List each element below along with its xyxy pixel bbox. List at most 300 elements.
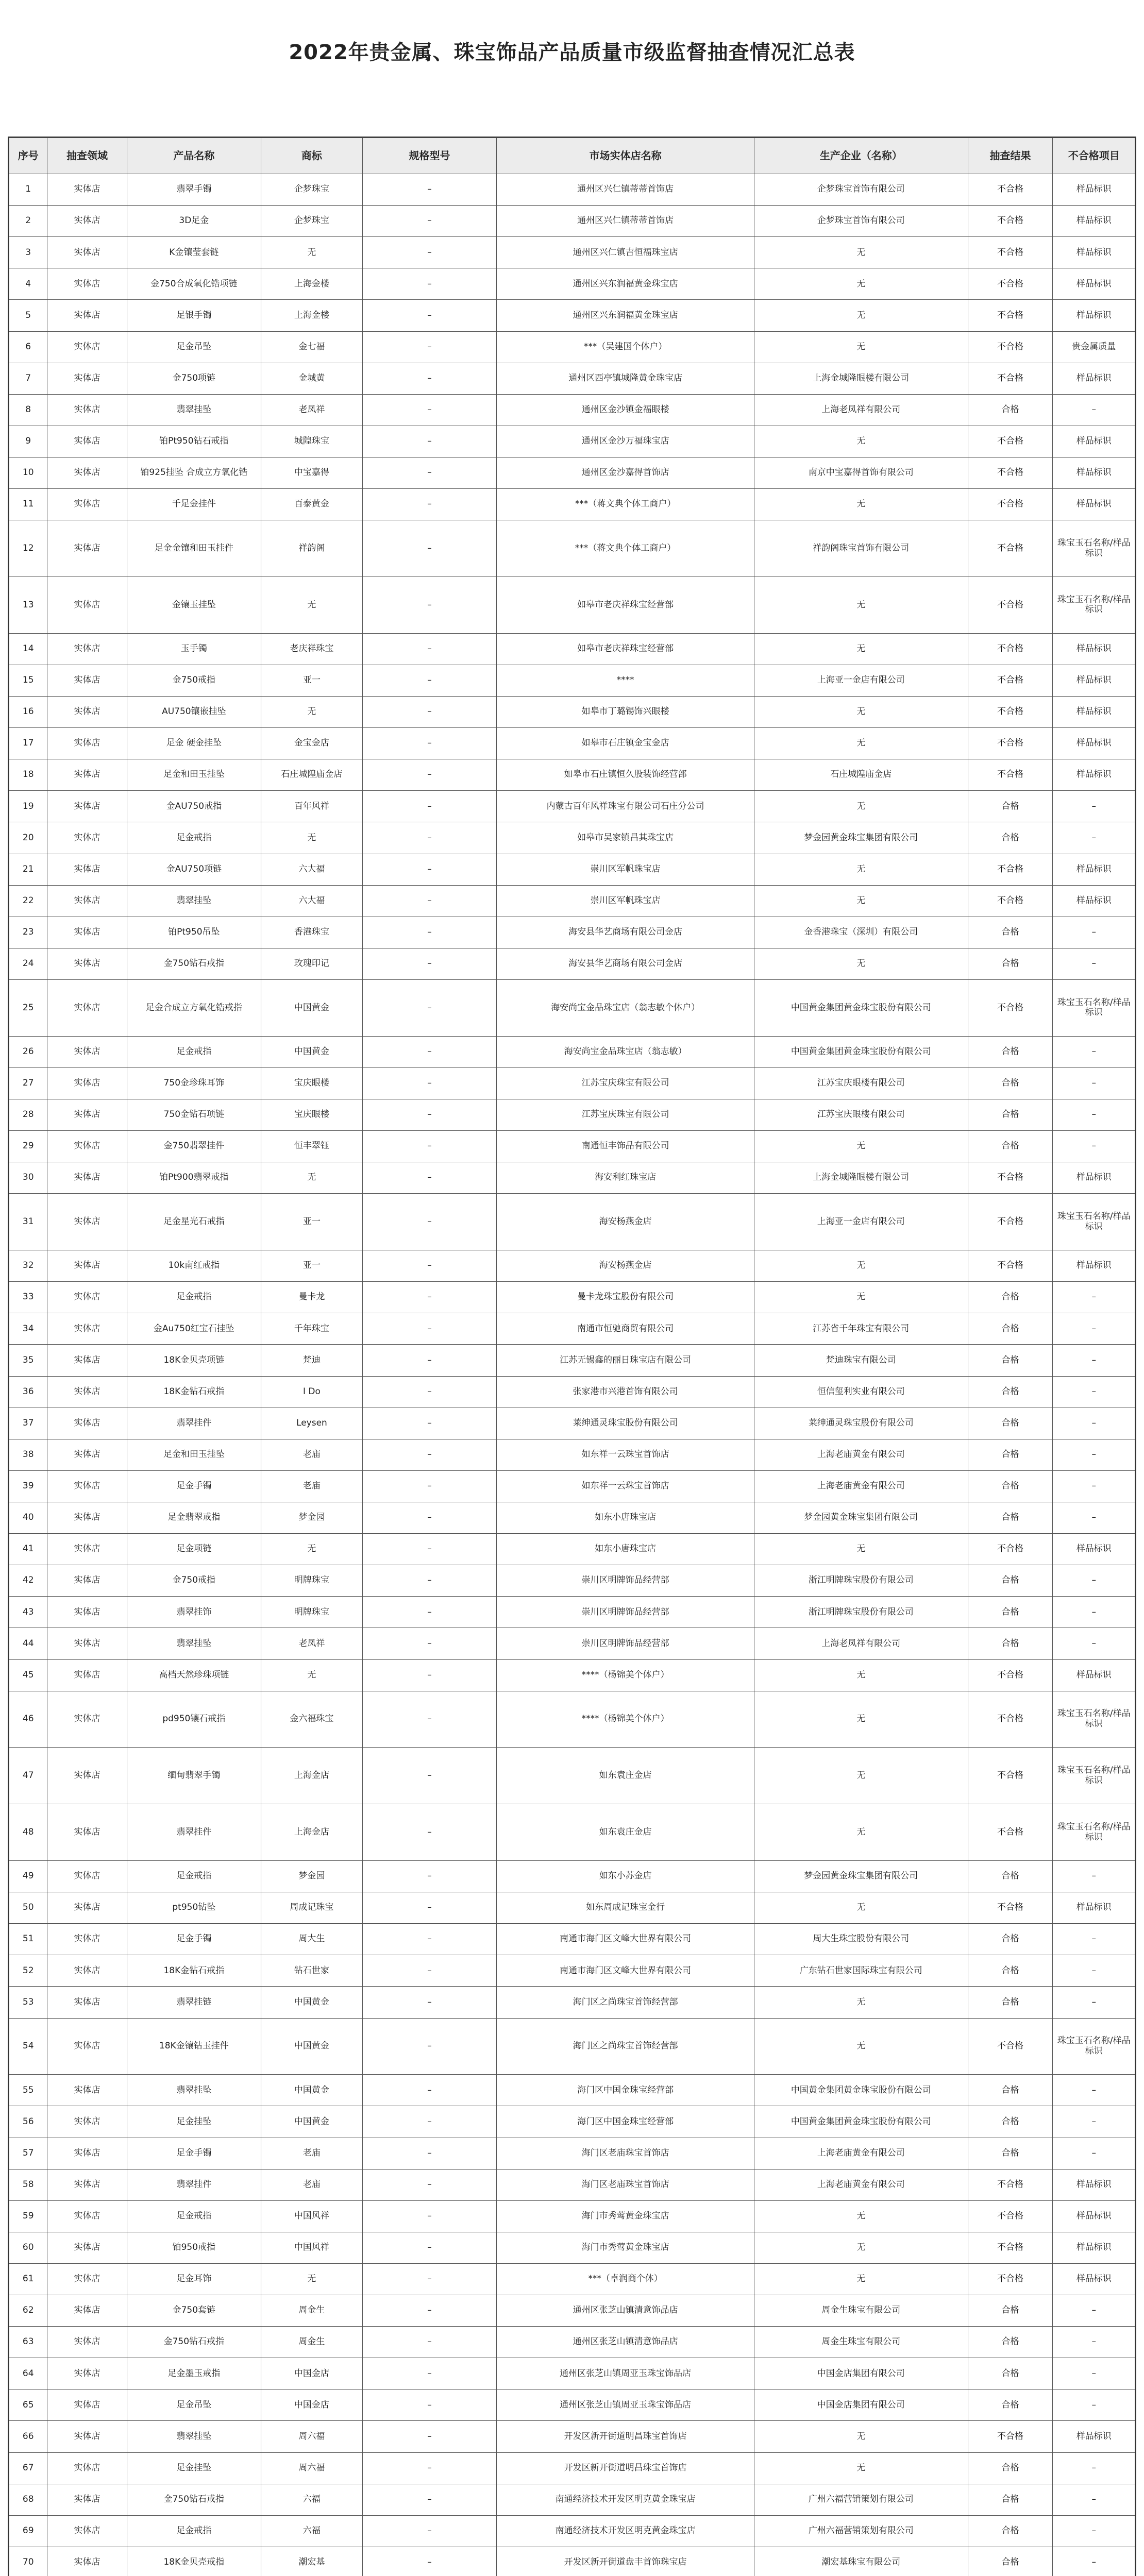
defect-cell: 珠宝玉石名称/样品标识 (1053, 1748, 1135, 1804)
table-row (9, 1804, 1135, 1861)
defect-cell: 样品标识 (1053, 1162, 1135, 1194)
store-cell: 如东小苏金店 (497, 1860, 754, 1892)
spec-cell: – (362, 1470, 496, 1502)
defect-cell: – (1053, 1597, 1135, 1628)
field-cell: 实体店 (47, 489, 127, 520)
product-cell: 金750钻石戒指 (127, 948, 261, 979)
store-cell: 海门市秀莺黄金珠宝店 (497, 2232, 754, 2263)
seq-cell: 31 (9, 1194, 47, 1250)
spec-cell: – (362, 979, 496, 1036)
store-cell: ***（蒋文典个体工商户） (497, 489, 754, 520)
store-cell: 如皋市石庄镇恒久股装饰经营部 (497, 759, 754, 791)
brand-cell: 亚一 (261, 1194, 363, 1250)
brand-cell: 老凤祥 (261, 394, 363, 426)
field-cell: 实体店 (47, 206, 127, 237)
product-cell: 金750钻石戒指 (127, 2484, 261, 2515)
table-row (9, 1131, 1135, 1162)
table-row (9, 2452, 1135, 2484)
seq-cell: 37 (9, 1408, 47, 1439)
seq-cell: 36 (9, 1376, 47, 1408)
maker-cell: 无 (754, 268, 968, 300)
product-cell: 足金挂坠 (127, 2452, 261, 2484)
product-cell: 金AU750戒指 (127, 791, 261, 822)
seq-cell: 25 (9, 979, 47, 1036)
spec-cell: – (362, 791, 496, 822)
spec-cell: – (362, 1987, 496, 2018)
seq-cell: 6 (9, 331, 47, 363)
maker-cell: 无 (754, 1804, 968, 1861)
store-cell: 通州区兴仁镇蒂蒂首饰店 (497, 174, 754, 206)
field-cell: 实体店 (47, 2138, 127, 2169)
spec-cell: – (362, 1099, 496, 1130)
brand-cell: 周六福 (261, 2452, 363, 2484)
product-cell: 金750钻石戒指 (127, 2327, 261, 2358)
brand-cell: 无 (261, 237, 363, 268)
spec-cell: – (362, 1659, 496, 1691)
brand-cell: 周大生 (261, 1924, 363, 1955)
result-cell: 合格 (968, 1439, 1053, 1470)
brand-cell: 中国风祥 (261, 2200, 363, 2232)
result-cell: 合格 (968, 2484, 1053, 2515)
spec-header: 规格型号 (362, 138, 496, 174)
store-cell: 江苏宝庆珠宝有限公司 (497, 1099, 754, 1130)
result-cell: 合格 (968, 2358, 1053, 2389)
field-cell: 实体店 (47, 2169, 127, 2200)
defect-cell: 样品标识 (1053, 1892, 1135, 1924)
product-cell: 铂950戒指 (127, 2232, 261, 2263)
product-cell: 足金手镯 (127, 2138, 261, 2169)
table-row (9, 1036, 1135, 1067)
table-row (9, 1194, 1135, 1250)
product-cell: 18K金贝壳项链 (127, 1345, 261, 1376)
table-row (9, 696, 1135, 727)
field-cell: 实体店 (47, 2106, 127, 2138)
store-cell: 如东周成记珠宝金行 (497, 1892, 754, 1924)
result-cell: 合格 (968, 791, 1053, 822)
table-row (9, 1892, 1135, 1924)
maker-cell: 无 (754, 696, 968, 727)
field-cell: 实体店 (47, 1628, 127, 1659)
spec-cell: – (362, 2295, 496, 2327)
defect-cell: – (1053, 2452, 1135, 2484)
defect-cell: – (1053, 1036, 1135, 1067)
result-cell: 合格 (968, 2138, 1053, 2169)
result-cell: 合格 (968, 2515, 1053, 2547)
table-row (9, 394, 1135, 426)
page-title: 2022年贵金属、珠宝饰品产品质量市级监督抽查情况汇总表 (289, 41, 855, 64)
maker-cell: 中国黄金集团黄金珠宝股份有限公司 (754, 2075, 968, 2106)
brand-cell: 城隍珠宝 (261, 426, 363, 457)
product-cell: 足金戒指 (127, 822, 261, 854)
field-cell: 实体店 (47, 822, 127, 854)
result-cell: 合格 (968, 2547, 1053, 2576)
result-cell: 不合格 (968, 633, 1053, 665)
brand-cell: 无 (261, 1534, 363, 1565)
table-row (9, 948, 1135, 979)
table-row (9, 1691, 1135, 1748)
defect-cell: 贵金属质量 (1053, 331, 1135, 363)
defect-cell: – (1053, 2358, 1135, 2389)
spec-cell: – (362, 174, 496, 206)
seq-cell: 66 (9, 2421, 47, 2452)
spec-cell: – (362, 885, 496, 917)
seq-cell: 49 (9, 1860, 47, 1892)
seq-cell: 41 (9, 1534, 47, 1565)
spec-cell: – (362, 268, 496, 300)
seq-cell: 58 (9, 2169, 47, 2200)
product-cell: 翡翠挂坠 (127, 2075, 261, 2106)
maker-cell: 石庄城隍庙金店 (754, 759, 968, 791)
result-cell: 不合格 (968, 268, 1053, 300)
spec-cell: – (362, 1439, 496, 1470)
result-cell: 合格 (968, 2075, 1053, 2106)
defect-cell: – (1053, 1565, 1135, 1597)
spec-cell: – (362, 948, 496, 979)
field-cell: 实体店 (47, 1439, 127, 1470)
spec-cell: – (362, 1502, 496, 1533)
spec-cell: – (362, 1955, 496, 1987)
field-cell: 实体店 (47, 1892, 127, 1924)
defect-cell: – (1053, 2138, 1135, 2169)
table-row (9, 1067, 1135, 1099)
maker-cell: 梵迪珠宝有限公司 (754, 1345, 968, 1376)
spec-cell: – (362, 1376, 496, 1408)
defect-cell: – (1053, 1067, 1135, 1099)
table-row (9, 1924, 1135, 1955)
brand-cell: 金城黄 (261, 363, 363, 394)
spec-cell: – (362, 1162, 496, 1194)
defect-cell: 珠宝玉石名称/样品标识 (1053, 520, 1135, 577)
brand-cell: 中国黄金 (261, 1987, 363, 2018)
brand-cell: 老庆祥珠宝 (261, 633, 363, 665)
result-cell: 不合格 (968, 2232, 1053, 2263)
maker-cell: 上海老凤祥有限公司 (754, 1628, 968, 1659)
brand-cell: 明牌珠宝 (261, 1565, 363, 1597)
result-cell: 不合格 (968, 1691, 1053, 1748)
maker-cell: 无 (754, 1691, 968, 1748)
field-cell: 实体店 (47, 2327, 127, 2358)
result-cell: 合格 (968, 1860, 1053, 1892)
store-cell: 海安尚宝金品珠宝店（翁志敏个体户） (497, 979, 754, 1036)
seq-cell: 54 (9, 2018, 47, 2075)
field-cell: 实体店 (47, 1502, 127, 1533)
field-cell: 实体店 (47, 728, 127, 759)
defect-cell: 样品标识 (1053, 1534, 1135, 1565)
maker-cell: 无 (754, 1250, 968, 1282)
defect-cell: – (1053, 2075, 1135, 2106)
maker-cell: 广州六福营销策划有限公司 (754, 2484, 968, 2515)
spec-cell: – (362, 363, 496, 394)
brand-cell: 亚一 (261, 1250, 363, 1282)
result-cell: 合格 (968, 2452, 1053, 2484)
product-cell: 足金合成立方氧化锆戒指 (127, 979, 261, 1036)
table-row (9, 665, 1135, 696)
table-row (9, 577, 1135, 633)
product-cell: 高档天然珍珠项链 (127, 1659, 261, 1691)
spec-cell: – (362, 2263, 496, 2295)
maker-cell: 上海亚一金店有限公司 (754, 1194, 968, 1250)
seq-cell: 47 (9, 1748, 47, 1804)
maker-cell: 南京中宝嘉得首饰有限公司 (754, 457, 968, 488)
store-cell: 通州区金沙镇金福眼楼 (497, 394, 754, 426)
brand-cell: 梦金园 (261, 1860, 363, 1892)
defect-cell: – (1053, 2484, 1135, 2515)
table-container (8, 137, 1136, 2576)
table-row (9, 1502, 1135, 1533)
store-cell: 海门区之尚珠宝首饰经营部 (497, 2018, 754, 2075)
spec-cell: – (362, 2327, 496, 2358)
field-cell: 实体店 (47, 1804, 127, 1861)
store-cell: 如东祥一云珠宝首饰店 (497, 1439, 754, 1470)
brand-cell: 六大福 (261, 854, 363, 885)
maker-cell: 企梦珠宝首饰有限公司 (754, 174, 968, 206)
brand-cell: 无 (261, 2263, 363, 2295)
seq-cell: 32 (9, 1250, 47, 1282)
maker-cell: 中国金店集团有限公司 (754, 2389, 968, 2421)
defect-cell: 样品标识 (1053, 426, 1135, 457)
defect-cell: 样品标识 (1053, 489, 1135, 520)
table-row (9, 1282, 1135, 1313)
product-cell: 足金手镯 (127, 1924, 261, 1955)
brand-cell: I Do (261, 1376, 363, 1408)
store-cell: 海门区中国金珠宝经营部 (497, 2075, 754, 2106)
table-row (9, 1955, 1135, 1987)
table-row (9, 728, 1135, 759)
seq-cell: 5 (9, 300, 47, 331)
maker-cell: 潮宏基珠宝有限公司 (754, 2547, 968, 2576)
maker-cell: 无 (754, 791, 968, 822)
defect-cell: – (1053, 1502, 1135, 1533)
field-cell: 实体店 (47, 394, 127, 426)
field-cell: 实体店 (47, 633, 127, 665)
store-cell: 如皋市老庆祥珠宝经营部 (497, 577, 754, 633)
spec-cell: – (362, 633, 496, 665)
table-row (9, 206, 1135, 237)
result-cell: 不合格 (968, 363, 1053, 394)
field-cell: 实体店 (47, 665, 127, 696)
defect-cell: 样品标识 (1053, 206, 1135, 237)
seq-cell: 57 (9, 2138, 47, 2169)
result-cell: 合格 (968, 1408, 1053, 1439)
brand-cell: 上海金楼 (261, 300, 363, 331)
result-cell: 不合格 (968, 300, 1053, 331)
seq-cell: 70 (9, 2547, 47, 2576)
maker-cell: 无 (754, 2200, 968, 2232)
brand-cell: 金六福珠宝 (261, 1691, 363, 1748)
maker-cell: 梦金园黄金珠宝集团有限公司 (754, 1502, 968, 1533)
maker-cell: 无 (754, 1131, 968, 1162)
table-row (9, 1597, 1135, 1628)
store-cell: 曼卡龙珠宝股份有限公司 (497, 1282, 754, 1313)
store-cell: 通州区兴仁镇吉恒福珠宝店 (497, 237, 754, 268)
table-row (9, 791, 1135, 822)
store-cell: ***（卓润商个体） (497, 2263, 754, 2295)
field-cell: 实体店 (47, 1691, 127, 1748)
field-cell: 实体店 (47, 854, 127, 885)
seq-cell: 8 (9, 394, 47, 426)
brand-cell: 明牌珠宝 (261, 1597, 363, 1628)
maker-cell: 无 (754, 331, 968, 363)
spec-cell: – (362, 1691, 496, 1748)
field-cell: 实体店 (47, 1099, 127, 1130)
store-cell: 通州区张芝山镇周亚玉珠宝饰品店 (497, 2389, 754, 2421)
defect-cell: 珠宝玉石名称/样品标识 (1053, 979, 1135, 1036)
store-cell: 如皋市丁璐锡饰兴眼楼 (497, 696, 754, 727)
product-cell: 18K金镶钻玉挂件 (127, 2018, 261, 2075)
seq-cell: 34 (9, 1313, 47, 1345)
table-row (9, 457, 1135, 488)
seq-cell: 46 (9, 1691, 47, 1748)
field-cell: 实体店 (47, 2484, 127, 2515)
seq-cell: 50 (9, 1892, 47, 1924)
spec-cell: – (362, 917, 496, 948)
store-cell: 如东袁庄金店 (497, 1804, 754, 1861)
maker-cell: 无 (754, 2452, 968, 2484)
defect-cell: – (1053, 1408, 1135, 1439)
store-cell: 通州区张芝山镇清意饰品店 (497, 2295, 754, 2327)
product-cell: 足银手镯 (127, 300, 261, 331)
maker-cell: 中国黄金集团黄金珠宝股份有限公司 (754, 2106, 968, 2138)
seq-cell: 52 (9, 1955, 47, 1987)
field-cell: 实体店 (47, 520, 127, 577)
brand-cell: 百年风祥 (261, 791, 363, 822)
product-cell: 足金戒指 (127, 1282, 261, 1313)
store-cell: ****（杨锦美个体户） (497, 1691, 754, 1748)
field-cell: 实体店 (47, 2515, 127, 2547)
brand-cell: 无 (261, 577, 363, 633)
defect-cell: 珠宝玉石名称/样品标识 (1053, 2018, 1135, 2075)
store-cell: 如东小唐珠宝店 (497, 1534, 754, 1565)
store-cell: 海门市秀莺黄金珠宝店 (497, 2200, 754, 2232)
result-cell: 合格 (968, 394, 1053, 426)
defect-cell: 样品标识 (1053, 2169, 1135, 2200)
spec-cell: – (362, 1924, 496, 1955)
brand-cell: 周六福 (261, 2421, 363, 2452)
maker-cell: 无 (754, 577, 968, 633)
result-cell: 不合格 (968, 1804, 1053, 1861)
store-cell: 海安县华艺商场有限公司金店 (497, 948, 754, 979)
store-cell: 海安利红珠宝店 (497, 1162, 754, 1194)
result-header: 抽查结果 (968, 138, 1053, 174)
defect-cell: – (1053, 2295, 1135, 2327)
defect-cell: – (1053, 791, 1135, 822)
defect-header: 不合格项目 (1053, 138, 1135, 174)
product-cell: 铂Pt900翡翠戒指 (127, 1162, 261, 1194)
result-cell: 合格 (968, 1502, 1053, 1533)
table-row (9, 1408, 1135, 1439)
defect-cell: 样品标识 (1053, 268, 1135, 300)
table-row (9, 2358, 1135, 2389)
spec-cell: – (362, 822, 496, 854)
field-cell: 实体店 (47, 948, 127, 979)
result-cell: 不合格 (968, 979, 1053, 1036)
result-cell: 不合格 (968, 854, 1053, 885)
defect-cell: 珠宝玉石名称/样品标识 (1053, 577, 1135, 633)
store-cell: 通州区兴东润福黄金珠宝店 (497, 300, 754, 331)
seq-cell: 28 (9, 1099, 47, 1130)
spec-cell: – (362, 1804, 496, 1861)
seq-cell: 19 (9, 791, 47, 822)
brand-cell: 六大福 (261, 885, 363, 917)
spec-cell: – (362, 520, 496, 577)
defect-cell: 样品标识 (1053, 854, 1135, 885)
spec-cell: – (362, 1194, 496, 1250)
table-row (9, 1534, 1135, 1565)
seq-cell: 42 (9, 1565, 47, 1597)
seq-cell: 7 (9, 363, 47, 394)
seq-cell: 21 (9, 854, 47, 885)
field-cell: 实体店 (47, 1597, 127, 1628)
seq-cell: 59 (9, 2200, 47, 2232)
store-cell: 通州区西亭镇城隆黄金珠宝店 (497, 363, 754, 394)
product-cell: 足金戒指 (127, 1860, 261, 1892)
store-cell: 开发区新开街道明昌珠宝首饰店 (497, 2452, 754, 2484)
product-cell: 750金珍珠耳饰 (127, 1067, 261, 1099)
result-cell: 不合格 (968, 457, 1053, 488)
defect-cell: – (1053, 1345, 1135, 1376)
store-cell: 通州区金沙嘉得首饰店 (497, 457, 754, 488)
field-cell: 实体店 (47, 331, 127, 363)
spec-cell: – (362, 457, 496, 488)
brand-cell: 无 (261, 696, 363, 727)
maker-cell: 无 (754, 728, 968, 759)
store-cell: 如东小唐珠宝店 (497, 1502, 754, 1533)
product-cell: 18K金钻石戒指 (127, 1955, 261, 1987)
product-cell: 铂Pt950钻石戒指 (127, 426, 261, 457)
table-row (9, 2389, 1135, 2421)
spec-cell: – (362, 1408, 496, 1439)
brand-cell: 中国黄金 (261, 2018, 363, 2075)
defect-cell: 样品标识 (1053, 728, 1135, 759)
table-row (9, 1376, 1135, 1408)
result-cell: 不合格 (968, 426, 1053, 457)
defect-cell: 样品标识 (1053, 665, 1135, 696)
table-row (9, 854, 1135, 885)
product-cell: 金750翡翠挂件 (127, 1131, 261, 1162)
result-cell: 合格 (968, 2389, 1053, 2421)
table-row (9, 2295, 1135, 2327)
maker-cell: 广东钻石世家国际珠宝有限公司 (754, 1955, 968, 1987)
result-cell: 合格 (968, 2327, 1053, 2358)
maker-cell: 无 (754, 885, 968, 917)
seq-cell: 27 (9, 1067, 47, 1099)
result-cell: 不合格 (968, 1194, 1053, 1250)
seq-header: 序号 (9, 138, 47, 174)
defect-cell: – (1053, 1470, 1135, 1502)
product-cell: 足金翡翠戒指 (127, 1502, 261, 1533)
seq-cell: 55 (9, 2075, 47, 2106)
seq-cell: 18 (9, 759, 47, 791)
spec-cell: – (362, 2169, 496, 2200)
maker-cell: 无 (754, 1987, 968, 2018)
result-cell: 不合格 (968, 2263, 1053, 2295)
field-cell: 实体店 (47, 2421, 127, 2452)
spec-cell: – (362, 2200, 496, 2232)
table-row (9, 979, 1135, 1036)
field-cell: 实体店 (47, 696, 127, 727)
table-row (9, 426, 1135, 457)
store-cell: 崇川区军帆珠宝店 (497, 885, 754, 917)
defect-cell: 样品标识 (1053, 363, 1135, 394)
seq-cell: 30 (9, 1162, 47, 1194)
spec-cell: – (362, 1628, 496, 1659)
product-cell: 足金吊坠 (127, 331, 261, 363)
maker-cell: 莱绅通灵珠宝股份有限公司 (754, 1408, 968, 1439)
result-cell: 不合格 (968, 331, 1053, 363)
result-cell: 合格 (968, 1987, 1053, 2018)
spec-cell: – (362, 1250, 496, 1282)
brand-cell: 六福 (261, 2484, 363, 2515)
